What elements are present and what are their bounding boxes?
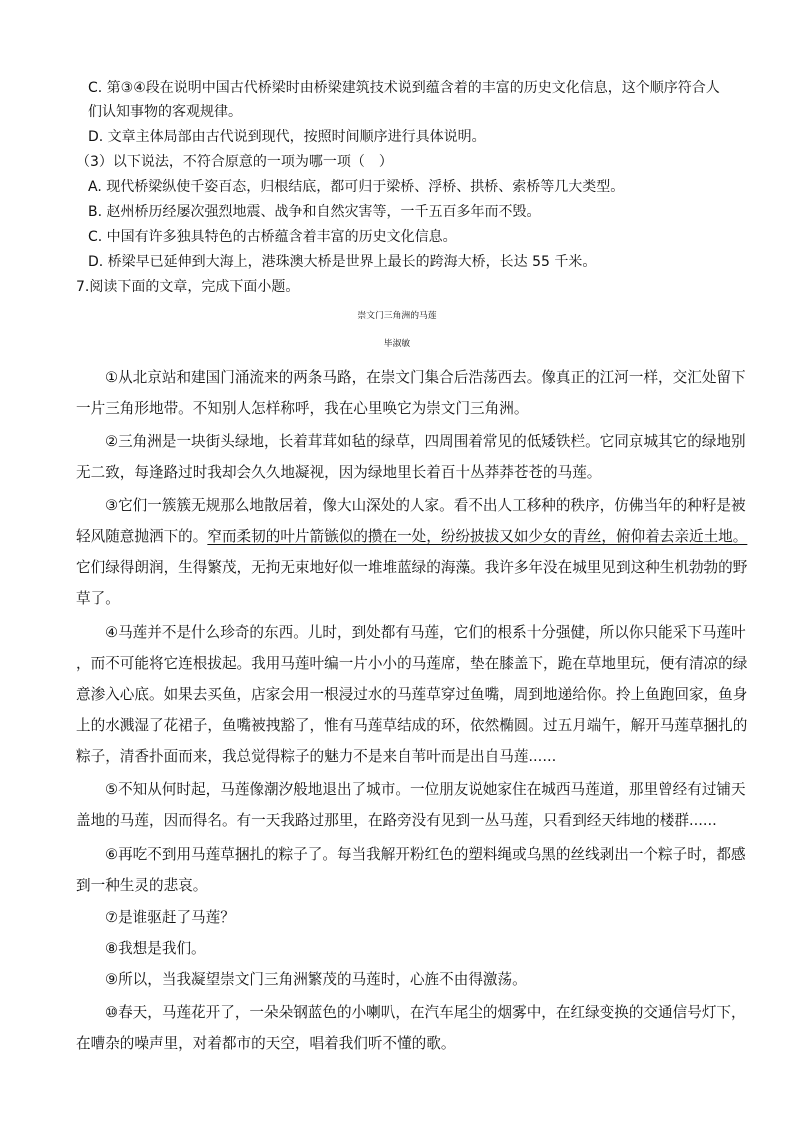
q6-3-option-c: C. 中国有许多独具特色的古桥蕴含着丰富的历史文化信息。 — [88, 229, 457, 245]
q6-3-option-d: D. 桥梁早已延伸到大海上，港珠澳大桥是世界上最长的跨海大桥，长达 55 千米。 — [88, 254, 597, 270]
para-3-line3: 它们绿得朗润，生得繁茂，无拘无束地好似一堆堆蓝绿的海藻。我许多年没在城里见到这种生机勃勃的野 — [76, 559, 748, 576]
q6-3-stem: （3）以下说法，不符合原意的一项为哪一项（ ） — [76, 154, 393, 170]
para-3-line2 — [76, 525, 747, 549]
q7-instruction: 7.阅读下面的文章，完成下面小题。 — [76, 279, 300, 295]
para-2-line2: 无二致，每逢路过时我却会久久地凝视，因为绿地里长着百十丛莽莽苍苍的马莲。 — [76, 464, 602, 481]
para-1-line1: ①从北京站和建国门涌流来的两条马路，在崇文门集合后浩荡西去。像真正的江河一样，交汇处留下 — [105, 369, 746, 386]
para-4-line2: ，而不可能将它连根拔起。我用马莲叶编一片小小的马莲席，垫在膝盖下，跪在草地里玩，便有清凉的绿 — [76, 655, 748, 672]
para-10-line1: ⑩春天，马莲花开了，一朵朵钢蓝色的小喇叭，在汽车尾尘的烟雾中，在红绿变换的交通信号灯下， — [105, 1004, 746, 1021]
underlined-sentence: 窄而柔韧的叶片箭镞似的攒在一处，纷纷披拔又如少女的青丝，俯仰着去亲近土地。 — [207, 528, 748, 545]
para-6-line1: ⑥再吃不到用马莲草捆扎的粽子了。每当我解开粉红色的塑料绳或乌黑的丝线剥出一个粽子时，都感 — [105, 846, 746, 863]
para-4-line1: ④马莲并不是什么珍奇的东西。儿时，到处都有马莲，它们的根系十分强健，所以你只能采下马莲叶 — [105, 624, 746, 641]
para-7: ⑦是谁驱赶了马莲？ — [105, 909, 235, 926]
para-8: ⑧我想是我们。 — [105, 940, 206, 957]
para-3-line1: ③它们一簇簇无规那么地散居着，像大山深处的人家。看不出人工移种的秩序，仿佛当年的种籽是被 — [105, 497, 746, 514]
q6-option-d: D. 文章主体局部由古代说到现代，按照时间顺序进行具体说明。 — [88, 129, 486, 145]
article-author: 毕淑敏 — [383, 339, 411, 349]
para-6-line2: 到一种生灵的悲哀。 — [76, 877, 208, 894]
para-3-line2-text: 轻风随意抛洒下的。 — [76, 528, 208, 545]
q6-3-option-b: B. 赵州桥历经屡次强烈地震、战争和自然灾害等，一千五百多年而不毁。 — [88, 204, 541, 220]
q6-3-option-a: A. 现代桥梁纵使千姿百态，归根结底，都可归于梁桥、浮桥、拱桥、索桥等几大类型。 — [88, 179, 625, 195]
para-10-line2: 在嘈杂的噪声里，对着都市的天空，唱着我们听不懂的歌。 — [76, 1035, 456, 1052]
para-4-line3: 意渗入心底。如果去买鱼，店家会用一根浸过水的马莲草穿过鱼嘴，周到地递给你。拎上鱼跑回家，鱼身 — [76, 686, 748, 703]
article-title: 崇文门三角洲的马莲 — [357, 311, 437, 321]
q6-option-c-line2: 们认知事物的客观规律。 — [88, 104, 242, 120]
para-9: ⑨所以，当我凝望崇文门三角洲繁茂的马莲时，心旌不由得激荡。 — [105, 971, 527, 988]
para-3-line4: 草了。 — [76, 590, 120, 607]
para-4-line5: 粽子，清香扑面而来，我总觉得粽子的魅力不是来自苇叶而是出自马莲...... — [76, 748, 557, 765]
para-5-line2: 盖地的马莲，因而得名。有一天我路过那里，在路旁没有见到一丛马莲，只看到经天纬地的楼群...... — [76, 812, 717, 829]
para-5-line1: ⑤不知从何时起，马莲像潮汐般地退出了城市。一位朋友说她家住在城西马莲道，那里曾经有过铺天 — [105, 781, 746, 798]
para-2-line1: ②三角洲是一块街头绿地，长着茸茸如毡的绿草，四周围着常见的低矮铁栏。它同京城其它的绿地别 — [105, 433, 746, 450]
para-1-line2: 一片三角形地带。不知别人怎样称呼，我在心里唤它为崇文门三角洲。 — [76, 400, 529, 417]
para-4-line4: 上的水溅湿了花裙子，鱼嘴被拽豁了，惟有马莲草结成的环，依然椭圆。过五月端午，解开马莲草捆扎的 — [76, 717, 748, 734]
q6-option-c-line1: C. 第③④段在说明中国古代桥梁时由桥梁建筑技术说到蕴含着的丰富的历史文化信息，这个顺序符合人 — [88, 80, 720, 96]
